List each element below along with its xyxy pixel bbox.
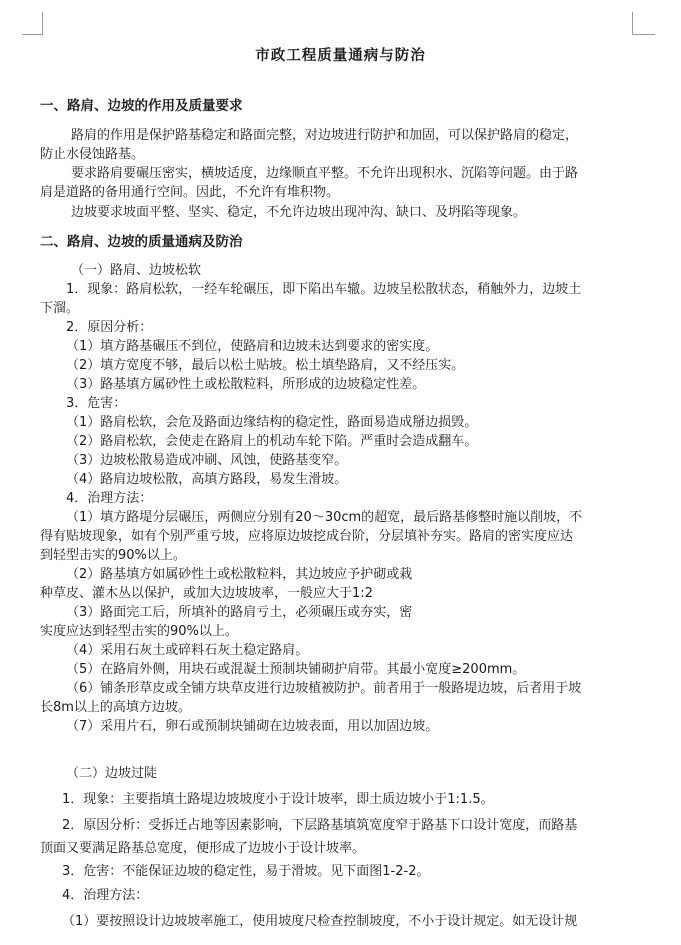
body-line: （4）采用石灰土或碎料石灰土稳定路肩。 [66,643,309,658]
body-line: 1．现象：路肩松软，一经车轮碾压，即下陷出车辙。边坡呈松散状态，稍触外力，边坡土 [66,282,582,297]
body-line: （1）填方路基碾压不到位，使路肩和边坡未达到要求的密实度。 [66,339,439,354]
body-line: （3）边坡松散易造成冲刷、风蚀，使路基变窄。 [66,453,348,468]
body-line: 顶面又要满足路基总宽度，便形成了边坡小于设计坡率。 [40,841,366,856]
section-heading: 一、路肩、边坡的作用及质量要求 [40,98,243,114]
body-line: （7）采用片石，卵石或预制块铺砌在边坡表面，用以加固边坡。 [66,719,439,734]
body-line: （1）要按照设计边坡坡率施工，使用坡度尺检查控制坡度，不小于设计规定。如无设计规 [62,914,578,929]
body-line: （一）路肩、边坡松软 [71,263,202,278]
body-line: 2．原因分析： [66,320,153,335]
body-line: 3．危害： [66,396,127,411]
body-line: 2．原因分析：受拆迁占地等因素影响，下层路基填筑宽度窄于路基下口设计宽度，而路基 [62,818,578,833]
crop-mark-top-right [632,12,655,35]
body-line: （5）在路肩外侧，用块石或混凝土预制块铺砌护肩带。其最小宽度≥200mm。 [66,662,526,677]
body-line: （2）路肩松软，会使走在路肩上的机动车轮下陷。严重时会造成翻车。 [66,434,478,449]
body-line: 得有贴坡现象，如有个别严重亏坡，应将原边坡挖成台阶，分层填补夯实。路肩的密实度应达 [40,529,574,544]
body-line: （3）路基填方属砂性土或松散粒料，所形成的边坡稳定性差。 [66,377,426,392]
body-line: （2）填方宽度不够，最后以松土贴坡。松土填垫路肩，又不经压实。 [66,358,465,373]
body-line: 3．危害：不能保证边坡的稳定性，易于滑坡。见下面图1-2-2。 [62,864,430,879]
crop-mark-top-left [22,12,43,35]
body-line: 4．治理方法： [66,491,153,506]
document-title: 市政工程质量通病与防治 [255,48,426,64]
body-line: （4）路肩边坡松散，高填方路段，易发生滑坡。 [66,472,348,487]
body-line: 4．治理方法： [62,888,149,903]
body-line: （2）路基填方如属砂性土或松散粒料，其边坡应予护砌或栽 [66,567,413,582]
body-line: 到轻型击实的90%以上。 [40,548,186,563]
body-line: 路肩的作用是保护路基稳定和路面完整，对边坡进行防护和加固，可以保护路肩的稳定， [71,128,579,143]
body-line: 下溜。 [40,301,80,316]
body-line: 边坡要求坡面平整、坚实、稳定，不允许边坡出现冲沟、缺口、及坍陷等现象。 [71,205,527,220]
body-line: （1）填方路堤分层碾压，两侧应分别有20～30cm的超宽，最后路基修整时施以削坡，不 [66,510,583,525]
body-line: 防止水侵蚀路基。 [40,147,145,162]
body-line: （6）铺条形草皮或全铺方块草皮进行边坡植被防护。前者用于一般路堤边坡，后者用于坡 [66,681,582,696]
body-line: 实度应达到轻型击实的90%以上。 [40,624,238,639]
section-heading: 二、路肩、边坡的质量通病及防治 [40,234,243,250]
body-line: （1）路肩松软，会危及路面边缘结构的稳定性，路面易造成掰边损毁。 [66,415,478,430]
body-line: 肩是道路的备用通行空间。因此，不允许有堆积物。 [40,185,340,200]
body-line: 1．现象：主要指填土路堤边坡坡度小于设计坡率，即土质边坡小于1:1.5。 [62,792,494,807]
body-line: （3）路面完工后，所填补的路肩亏土，必须碾压或夯实，密 [66,605,413,620]
body-line: 种草皮、灌木丛以保护，或加大边坡坡率，一般应大于1:2 [40,586,373,601]
body-line: （二）边坡过陡 [66,766,158,781]
body-line: 长8m以上的高填方边坡。 [40,700,191,715]
body-line: 要求路肩要碾压密实，横坡适度，边缘顺直平整。不允许出现积水、沉陷等问题。由于路 [71,166,579,181]
